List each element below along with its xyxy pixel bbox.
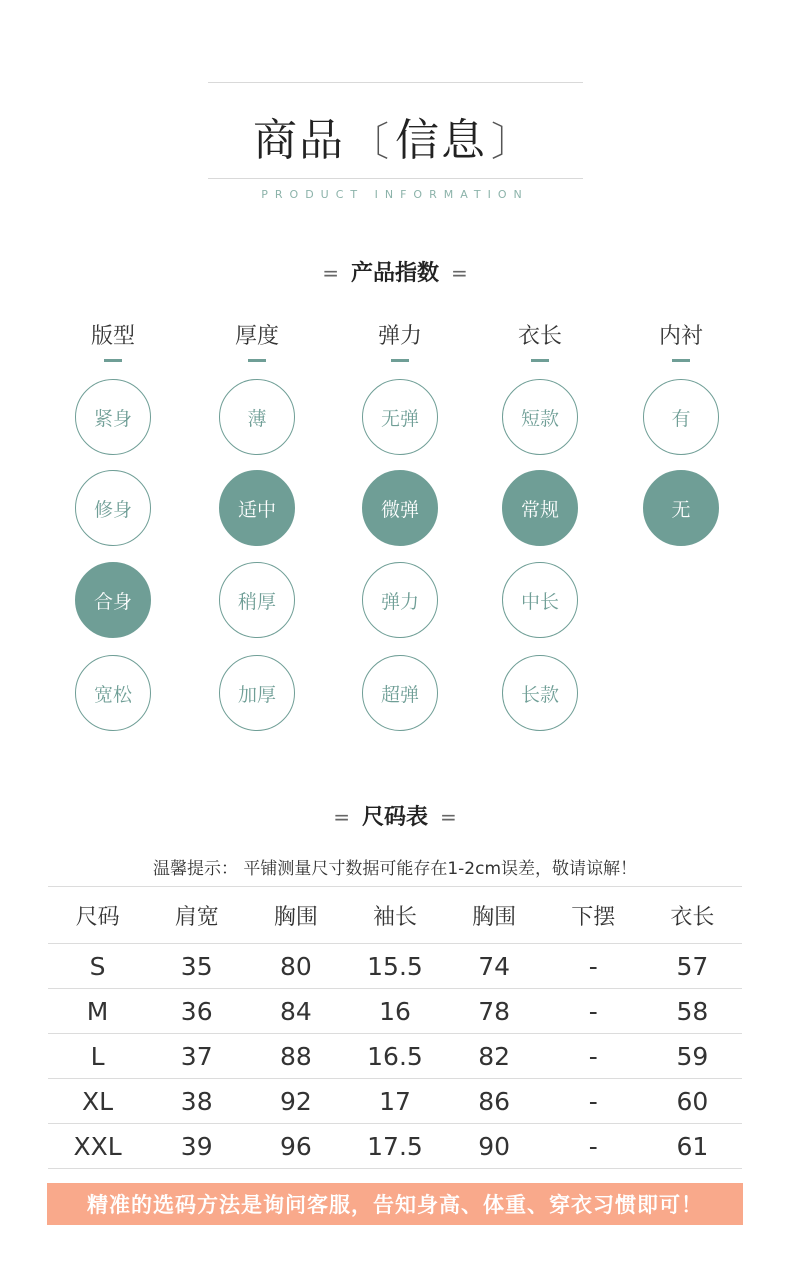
page-subtitle: PRODUCT INFORMATION [261,188,529,201]
table-row [48,944,742,989]
title-bracket-close: 〕 [491,119,533,165]
table-cell: 57 [643,944,742,989]
column-label: 厚度 [234,324,279,349]
title-left: 商品 [253,115,345,166]
table-row [48,989,742,1034]
column-underline [104,359,122,362]
size-section-heading [0,800,790,831]
table-cell: 38 [147,1079,246,1124]
table-cell: 74 [445,944,544,989]
size-heading-text: 尺码表 [361,805,428,830]
option-fit-0: 紧身 [75,379,151,455]
table-cell: 80 [246,944,345,989]
table-cell: - [544,1124,643,1169]
column-underline [248,359,266,362]
table-cell: 17.5 [345,1124,444,1169]
table-row [48,1034,742,1079]
table-cell: S [48,944,147,989]
option-elasticity-3: 超弹 [362,655,438,731]
column-label: 内衬 [658,324,703,349]
equals-icon: = [440,805,457,829]
option-thickness-2: 稍厚 [219,562,295,638]
option-length-2: 中长 [502,562,578,638]
table-cell: 37 [147,1034,246,1079]
column-underline [531,359,549,362]
index-section-heading [0,256,790,287]
option-thickness-3: 加厚 [219,655,295,731]
column-label: 弹力 [377,324,422,349]
index-column-lining [611,322,751,362]
table-cell: - [544,989,643,1034]
table-cell: 17 [345,1079,444,1124]
header-top-divider [208,82,583,83]
table-cell: 82 [445,1034,544,1079]
table-cell: 90 [445,1124,544,1169]
table-row [48,1079,742,1124]
index-heading-text: 产品指数 [350,261,439,286]
header-size: 尺码 [48,887,147,944]
table-cell: 96 [246,1124,345,1169]
table-cell: - [544,944,643,989]
option-fit-1: 修身 [75,470,151,546]
option-length-3: 长款 [502,655,578,731]
table-cell: 35 [147,944,246,989]
table-cell: 88 [246,1034,345,1079]
header-sleeve: 袖长 [345,887,444,944]
option-lining-1-selected: 无 [643,470,719,546]
option-elasticity-2: 弹力 [362,562,438,638]
sizing-advice-banner: 精准的选码方法是询问客服，告知身高、体重、穿衣习惯即可！ [47,1183,743,1225]
index-column-thickness [187,322,327,362]
table-cell: XL [48,1079,147,1124]
table-cell: 86 [445,1079,544,1124]
option-length-0: 短款 [502,379,578,455]
table-cell: 39 [147,1124,246,1169]
table-cell: M [48,989,147,1034]
page-title [0,104,790,168]
option-elasticity-0: 无弹 [362,379,438,455]
equals-icon: = [451,261,468,285]
header-bottom-divider [208,178,583,179]
table-row [48,1124,742,1169]
table-cell: 59 [643,1034,742,1079]
table-cell: XXL [48,1124,147,1169]
option-elasticity-1-selected: 微弹 [362,470,438,546]
column-underline [672,359,690,362]
column-label: 衣长 [517,324,562,349]
measurement-tip: 温馨提示： 平铺测量尺寸数据可能存在1-2cm误差，敬请谅解！ [152,859,638,879]
table-cell: 16 [345,989,444,1034]
header-shoulder: 肩宽 [147,887,246,944]
header-chest-2: 胸围 [445,887,544,944]
table-cell: 92 [246,1079,345,1124]
table-cell: 36 [147,989,246,1034]
option-length-1-selected: 常规 [502,470,578,546]
header-hem: 下摆 [544,887,643,944]
table-cell: 16.5 [345,1034,444,1079]
index-column-elasticity [330,322,470,362]
index-column-length [470,322,610,362]
equals-icon: = [333,805,350,829]
option-thickness-1-selected: 适中 [219,470,295,546]
title-right: 信息 [395,115,487,166]
option-thickness-0: 薄 [219,379,295,455]
option-fit-2-selected: 合身 [75,562,151,638]
title-bracket-open: 〔 [349,119,391,165]
header-chest: 胸围 [246,887,345,944]
table-cell: 58 [643,989,742,1034]
column-label: 版型 [90,324,135,349]
table-header-row [48,887,742,944]
table-cell: 78 [445,989,544,1034]
table-cell: 61 [643,1124,742,1169]
table-cell: - [544,1034,643,1079]
column-underline [391,359,409,362]
table-cell: L [48,1034,147,1079]
equals-icon: = [322,261,339,285]
option-lining-0: 有 [643,379,719,455]
index-column-fit [43,322,183,362]
table-cell: - [544,1079,643,1124]
table-cell: 60 [643,1079,742,1124]
table-cell: 84 [246,989,345,1034]
table-cell: 15.5 [345,944,444,989]
size-table [48,886,742,1169]
option-fit-3: 宽松 [75,655,151,731]
header-length: 衣长 [643,887,742,944]
